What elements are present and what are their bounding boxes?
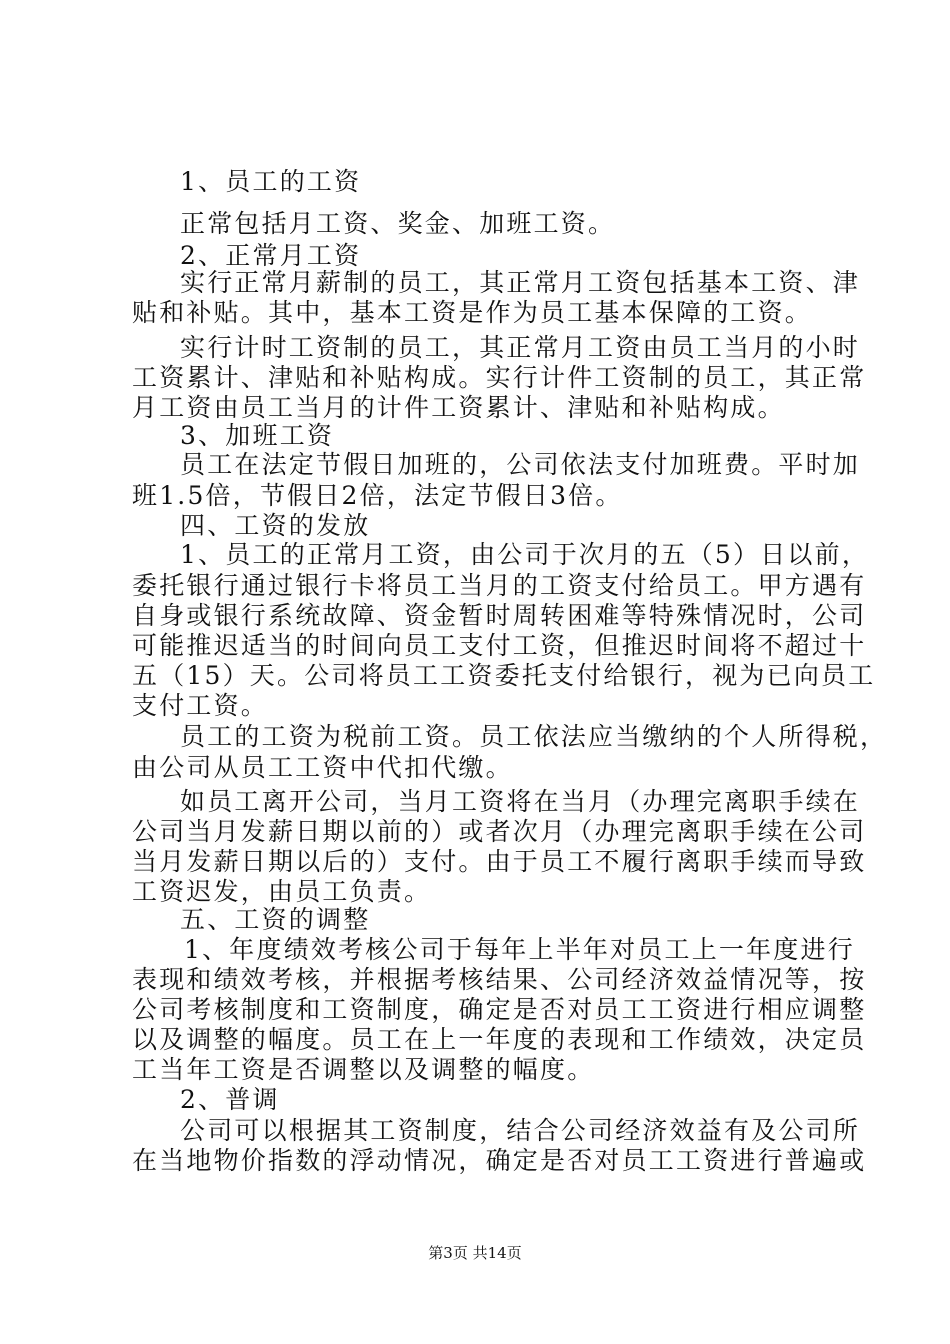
- section-heading: 2、正常月工资: [180, 241, 362, 270]
- paragraph-line: 由公司从员工工资中代扣代缴。: [132, 753, 513, 782]
- paragraph-line: 公司当月发薪日期以前的）或者次月（办理完离职手续在公司: [132, 817, 867, 846]
- paragraph-line: 公司可以根据其工资制度，结合公司经济效益有及公司所: [180, 1116, 861, 1145]
- paragraph-line: 表现和绩效考核，并根据考核结果、公司经济效益情况等，按: [132, 965, 867, 994]
- paragraph-line: 可能推迟适当的时间向员工支付工资，但推迟时间将不超过十: [132, 631, 867, 660]
- paragraph-line: 员工在法定节假日加班的，公司依法支付加班费。平时加: [180, 450, 861, 479]
- paragraph-line: 实行正常月薪制的员工，其正常月工资包括基本工资、津: [180, 268, 861, 297]
- paragraph-line: 实行计时工资制的员工，其正常月工资由员工当月的小时: [180, 333, 861, 362]
- paragraph-line: 五（15）天。公司将员工工资委托支付给银行，视为已向员工: [132, 661, 876, 690]
- paragraph-line: 支付工资。: [132, 691, 269, 720]
- paragraph-line: 贴和补贴。其中，基本工资是作为员工基本保障的工资。: [132, 298, 813, 327]
- paragraph-line: 在当地物价指数的浮动情况，确定是否对员工工资进行普遍或: [132, 1146, 867, 1175]
- paragraph-line: 当月发薪日期以后的）支付。由于员工不履行离职手续而导致: [132, 847, 867, 876]
- section-heading: 2、普调: [180, 1085, 280, 1114]
- paragraph-line: 委托银行通过银行卡将员工当月的工资支付给员工。甲方遇有: [132, 571, 867, 600]
- paragraph-line: 班1.5倍，节假日2倍，法定节假日3倍。: [132, 481, 623, 510]
- section-heading: 四、工资的发放: [180, 511, 371, 540]
- paragraph-line: 工资迟发，由员工负责。: [132, 877, 432, 906]
- paragraph-line: 如员工离开公司，当月工资将在当月（办理完离职手续在: [180, 787, 861, 816]
- paragraph-line: 以及调整的幅度。员工在上一年度的表现和工作绩效，决定员: [132, 1025, 867, 1054]
- paragraph-line: 公司考核制度和工资制度，确定是否对员工工资进行相应调整: [132, 995, 867, 1024]
- paragraph-line: 工资累计、津贴和补贴构成。实行计件工资制的员工，其正常: [132, 363, 867, 392]
- page-footer: 第3页 共14页: [428, 1244, 522, 1262]
- section-heading: 3、加班工资: [180, 421, 335, 450]
- paragraph-line: 正常包括月工资、奖金、加班工资。: [180, 209, 616, 238]
- paragraph-line: 1、年度绩效考核公司于每年上半年对员工上一年度进行: [184, 935, 855, 964]
- paragraph-line: 自身或银行系统故障、资金暂时周转困难等特殊情况时，公司: [132, 601, 867, 630]
- paragraph-line: 月工资由员工当月的计件工资累计、津贴和补贴构成。: [132, 393, 785, 422]
- paragraph-line: 员工的工资为税前工资。员工依法应当缴纳的个人所得税，: [180, 722, 888, 751]
- section-heading: 1、员工的工资: [180, 167, 362, 196]
- paragraph-line: 工当年工资是否调整以及调整的幅度。: [132, 1055, 595, 1084]
- paragraph-line: 1、员工的正常月工资，由公司于次月的五（5）日以前，: [180, 540, 870, 569]
- section-heading: 五、工资的调整: [180, 905, 371, 934]
